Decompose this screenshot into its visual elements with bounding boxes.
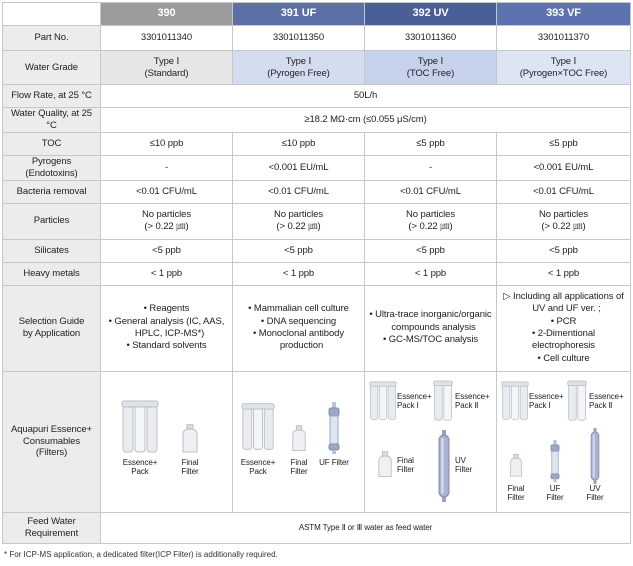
label-part-no: Part No.	[3, 26, 101, 51]
row-consumables	[3, 371, 631, 512]
bacteria-393: <0.01 CFU/mL	[497, 180, 631, 203]
heavy-metals-393: < 1 ppb	[497, 262, 631, 285]
label-selection-guide-line1: Selection Guide	[18, 316, 85, 328]
pyrogens-391: <0.001 EU/mL	[233, 155, 365, 180]
feed-water-value: ASTM Type Ⅱ or Ⅲ water as feed water	[101, 512, 631, 543]
consumables-393	[497, 371, 631, 512]
particles-391-line2: (> 0.22 ㎛)	[276, 221, 321, 232]
essence-pack-2-caption: Essence+ Pack Ⅱ	[589, 391, 624, 410]
pyrogens-393: <0.001 EU/mL	[497, 155, 631, 180]
consumables-390	[101, 371, 233, 512]
water-grade-391-desc: (Pyrogen Free)	[267, 67, 330, 79]
header-391-uf: 391 UF	[233, 3, 365, 26]
heavy-metals-391: < 1 ppb	[233, 262, 365, 285]
guide-393-item: • 2-Dimentional electrophoresis	[531, 328, 596, 352]
uf-filter-caption: UF Filter	[546, 483, 564, 502]
guide-390-item: • Standard solvents	[126, 340, 207, 352]
flow-rate-value: 50L/h	[101, 85, 631, 108]
particles-391-line1: No particles	[274, 209, 323, 221]
uf-filter-icon	[549, 440, 561, 482]
label-toc: TOC	[3, 132, 101, 155]
header-393-vf: 393 VF	[497, 3, 631, 26]
row-feed-water	[3, 512, 631, 543]
final-filter-icon	[377, 450, 393, 480]
guide-390	[101, 285, 233, 371]
guide-393-item: UV and UF ver. ;	[532, 303, 601, 315]
guide-392-item: • Ultra-trace inorganic/organic	[369, 309, 492, 321]
pyrogens-390: -	[101, 155, 233, 180]
bacteria-391: <0.01 CFU/mL	[233, 180, 365, 203]
final-filter-icon	[509, 452, 523, 480]
particles-392	[365, 203, 497, 239]
guide-391-item: • Mammalian cell culture	[248, 303, 349, 315]
silicates-392: <5 ppb	[365, 239, 497, 262]
toc-391: ≤10 ppb	[233, 132, 365, 155]
label-feed-water	[3, 512, 101, 543]
water-grade-391-type: Type Ⅰ	[285, 55, 312, 67]
guide-393-item: ▷ Including all applications of	[503, 290, 624, 302]
water-grade-391	[233, 51, 365, 85]
final-filter-caption: Final Filter	[397, 455, 415, 474]
part-no-390: 3301011340	[101, 26, 233, 51]
particles-393	[497, 203, 631, 239]
uf-filter-icon	[327, 402, 341, 454]
essence-pack-caption: Essence+ Pack	[240, 457, 276, 476]
header-390: 390	[101, 3, 233, 26]
particles-393-line1: No particles	[539, 209, 588, 221]
label-silicates: Silicates	[3, 239, 101, 262]
spec-table	[2, 2, 631, 544]
label-bacteria: Bacteria removal	[3, 180, 101, 203]
water-grade-392	[365, 51, 497, 85]
label-water-grade: Water Grade	[3, 51, 101, 85]
uv-filter-caption: UV Filter	[586, 483, 604, 502]
bacteria-392: <0.01 CFU/mL	[365, 180, 497, 203]
guide-392-item: compounds analysis	[391, 321, 476, 333]
final-filter-caption: Final Filter	[507, 483, 525, 502]
label-flow-rate: Flow Rate, at 25 °C	[3, 85, 101, 108]
guide-393-item: • Cell culture	[537, 352, 590, 364]
row-bacteria	[3, 180, 631, 203]
guide-391-item: • Monoclonal antibody	[252, 328, 344, 339]
guide-391	[233, 285, 365, 371]
label-selection-guide	[3, 285, 101, 371]
part-no-392: 3301011360	[365, 26, 497, 51]
essence-pack-1-caption: Essence+ Pack Ⅰ	[529, 391, 564, 410]
final-filter-icon	[181, 424, 199, 454]
label-consumables-line2: Consumables	[23, 435, 80, 447]
guide-393-item: • PCR	[550, 315, 577, 327]
water-grade-393-type: Type Ⅰ	[550, 55, 577, 67]
essence-pack-2-icon	[567, 380, 587, 422]
row-part-no	[3, 26, 631, 51]
uf-filter-caption: UF Filter	[319, 457, 349, 467]
toc-393: ≤5 ppb	[497, 132, 631, 155]
particles-390-line1: No particles	[142, 209, 191, 221]
final-filter-caption: Final Filter	[181, 457, 199, 476]
label-particles: Particles	[3, 203, 101, 239]
water-grade-390	[101, 51, 233, 85]
guide-390-item: • General analysis (IC, AAS,	[108, 315, 225, 327]
guide-393	[497, 285, 631, 371]
silicates-391: <5 ppb	[233, 239, 365, 262]
label-pyrogens: Pyrogens (Endotoxins)	[3, 155, 101, 180]
row-water-quality	[3, 108, 631, 133]
label-consumables-line3: (Filters)	[35, 447, 68, 459]
particles-393-line2: (> 0.22 ㎛)	[541, 221, 586, 232]
essence-pack-2-caption: Essence+ Pack Ⅱ	[455, 391, 490, 410]
pyrogens-392: -	[365, 155, 497, 180]
guide-390-item: • Reagents	[143, 303, 190, 315]
final-filter-caption: Final Filter	[290, 457, 308, 476]
label-water-quality: Water Quality, at 25 °C	[3, 108, 101, 133]
water-grade-393-desc: (Pyrogen×TOC Free)	[519, 67, 608, 79]
row-flow-rate	[3, 85, 631, 108]
part-no-393: 3301011370	[497, 26, 631, 51]
guide-392-item: • GC-MS/TOC analysis	[382, 334, 479, 346]
consumables-392	[365, 371, 497, 512]
row-pyrogens	[3, 155, 631, 180]
particles-392-line1: No particles	[406, 209, 455, 221]
essence-pack-2-icon	[433, 380, 453, 422]
essence-pack-icon	[241, 400, 275, 454]
particles-390	[101, 203, 233, 239]
toc-392: ≤5 ppb	[365, 132, 497, 155]
bacteria-390: <0.01 CFU/mL	[101, 180, 233, 203]
heavy-metals-390: < 1 ppb	[101, 262, 233, 285]
header-392-uv: 392 UV	[365, 3, 497, 26]
uv-filter-icon	[589, 428, 601, 484]
essence-pack-icon	[121, 400, 159, 454]
row-particles	[3, 203, 631, 239]
consumables-391	[233, 371, 365, 512]
water-grade-390-desc: (Standard)	[144, 67, 189, 79]
essence-pack-1-caption: Essence+ Pack Ⅰ	[397, 391, 432, 410]
label-feed-water-line1: Feed Water	[27, 515, 76, 527]
label-consumables-line1: Aquapuri Essence+	[11, 423, 92, 435]
guide-390-item: HPLC, ICP-MS*)	[134, 328, 205, 339]
water-grade-392-desc: (TOC Free)	[406, 67, 455, 79]
final-filter-icon	[291, 424, 307, 454]
essence-pack-1-icon	[369, 380, 397, 422]
particles-391	[233, 203, 365, 239]
water-grade-392-type: Type Ⅰ	[417, 55, 444, 67]
particles-390-line2: (> 0.22 ㎛)	[144, 221, 189, 232]
row-water-grade	[3, 51, 631, 85]
label-selection-guide-line2: by Application	[22, 328, 81, 339]
row-heavy-metals	[3, 262, 631, 285]
water-grade-393	[497, 51, 631, 85]
uv-filter-icon	[437, 430, 451, 502]
heavy-metals-392: < 1 ppb	[365, 262, 497, 285]
essence-pack-1-icon	[501, 380, 529, 422]
row-toc	[3, 132, 631, 155]
silicates-390: <5 ppb	[101, 239, 233, 262]
silicates-393: <5 ppb	[497, 239, 631, 262]
water-quality-value: ≥18.2 MΩ·cm (≤0.055 μS/cm)	[101, 108, 631, 133]
guide-391-item: • DNA sequencing	[260, 315, 337, 327]
particles-392-line2: (> 0.22 ㎛)	[408, 221, 453, 232]
label-feed-water-line2: Requirement	[24, 527, 79, 539]
toc-390: ≤10 ppb	[101, 132, 233, 155]
row-silicates	[3, 239, 631, 262]
essence-pack-caption: Essence+ Pack	[122, 457, 158, 476]
guide-391-item: production	[279, 340, 324, 352]
water-grade-390-type: Type Ⅰ	[153, 55, 180, 67]
label-consumables	[3, 371, 101, 512]
guide-392	[365, 285, 497, 371]
part-no-391: 3301011350	[233, 26, 365, 51]
label-heavy-metals: Heavy metals	[3, 262, 101, 285]
row-selection-guide	[3, 285, 631, 371]
uv-filter-caption: UV Filter	[455, 455, 473, 474]
header-blank	[3, 3, 101, 26]
footnote: * For ICP-MS application, a dedicated filter(ICP Filter) is additionally required.	[4, 550, 278, 559]
